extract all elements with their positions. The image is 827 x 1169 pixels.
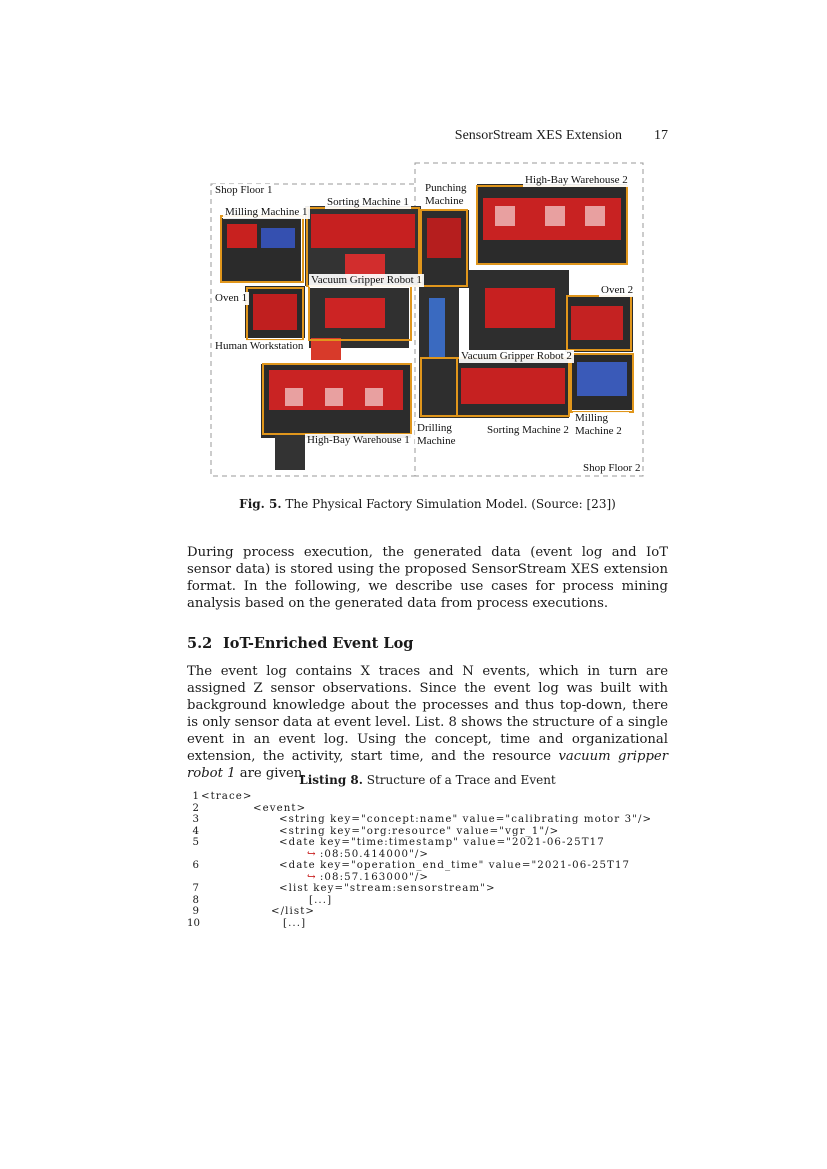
code-line-continuation (187, 849, 668, 861)
line-number: 7 (192, 883, 199, 894)
code-line (187, 883, 668, 895)
code-text: :08:57.163000"/> (319, 871, 430, 883)
label-oven-1: Oven 1 (215, 292, 248, 304)
code-line (187, 837, 668, 849)
label-high-bay-warehouse-1: High-Bay Warehouse 1 (307, 434, 410, 446)
label-human-workstation: Human Workstation (215, 340, 304, 352)
code-line (187, 895, 668, 907)
code-text: <trace> (201, 791, 253, 802)
code-text: <string key="org:resource" value="vgr_1"/> (279, 825, 560, 837)
code-text: <string key="concept:name" value="calibrating motor 3"/> (279, 814, 653, 825)
line-number: 9 (192, 906, 199, 917)
figure-caption-text: The Physical Factory Simulation Model. (Source: [23]) (285, 497, 616, 511)
paragraph-process-execution: During process execution, the generated data (event log and IoT sensor data) is stored using the proposed SensorStream XES extension format. In the following, we describe use cases for process mining analysis based on the generated data from process executions. (187, 545, 668, 611)
code-line (187, 906, 668, 918)
section-heading (187, 635, 413, 652)
code-line-continuation (187, 872, 668, 884)
label-punching-machine: Punching Machine (423, 182, 469, 208)
line-number: 6 (192, 860, 199, 871)
code-line (187, 803, 668, 815)
label-oven-2: Oven 2 (601, 284, 634, 296)
paragraph-event-log (187, 663, 668, 782)
running-header (187, 128, 668, 148)
label-vacuum-gripper-robot-2: Vacuum Gripper Robot 2 (461, 350, 572, 362)
continuation-arrow-icon: ↪ (307, 848, 316, 860)
line-number: 10 (187, 917, 200, 929)
code-text: </list> (271, 906, 316, 917)
label-sorting-machine-1: Sorting Machine 1 (327, 196, 409, 208)
listing-caption-title: Structure of a Trace and Event (366, 773, 556, 787)
listing-caption-label: Listing 8. (299, 773, 363, 787)
figure-caption (187, 497, 668, 511)
section-title: IoT-Enriched Event Log (223, 635, 414, 652)
line-number: 4 (192, 825, 199, 837)
code-text: <date key="time:timestamp" value="2021-06-25T17 (279, 837, 605, 848)
code-text: :08:50.414000"/> (319, 848, 430, 860)
paragraph-event-log-end: are given. (235, 766, 307, 781)
running-title: SensorStream XES Extension (454, 128, 622, 143)
code-text: <event> (253, 802, 307, 814)
code-text: <date key="operation_end_time" value="2021-06-25T17 (279, 860, 631, 871)
label-sorting-machine-2: Sorting Machine 2 (487, 424, 569, 436)
label-vacuum-gripper-robot-1: Vacuum Gripper Robot 1 (311, 274, 422, 286)
code-line (187, 814, 668, 826)
listing-caption (187, 773, 668, 787)
page-number: 17 (654, 128, 668, 143)
section-number: 5.2 (187, 635, 213, 652)
line-number: 1 (192, 791, 199, 802)
factory-figure (205, 158, 645, 480)
label-drilling-machine: Drilling Machine (415, 422, 461, 448)
code-text: [...] (309, 894, 333, 906)
label-milling-machine-2: Milling Machine 2 (573, 412, 629, 438)
code-line (187, 918, 668, 930)
code-listing (187, 791, 668, 929)
line-number: 5 (192, 837, 199, 848)
figure-caption-label: Fig. 5. (239, 497, 282, 511)
code-line (187, 860, 668, 872)
code-line (187, 791, 668, 803)
code-text: [...] (283, 917, 307, 929)
label-shop-floor-1: Shop Floor 1 (215, 184, 273, 196)
code-text: <list key="stream:sensorstream"> (279, 883, 496, 894)
paragraph-event-log-main: The event log contains X traces and N events, which in turn are assigned Z sensor observations. Since the event log was built with background knowledge about the processes and thus top-down, there is only sensor data at event level. List. 8 shows the structure of a single event in an event log. Using the concept, time and organizational extension, the activity, start time, and the resource (187, 664, 668, 764)
label-shop-floor-2: Shop Floor 2 (583, 462, 641, 474)
line-number: 3 (192, 814, 199, 825)
paragraph-event-log-emphasis: vacuum gripper robot 1 (187, 749, 668, 781)
code-line (187, 826, 668, 838)
continuation-arrow-icon: ↪ (307, 871, 316, 883)
label-high-bay-warehouse-2: High-Bay Warehouse 2 (525, 174, 628, 186)
line-number: 2 (192, 802, 199, 814)
line-number: 8 (192, 894, 199, 906)
label-milling-machine-1: Milling Machine 1 (225, 206, 308, 218)
